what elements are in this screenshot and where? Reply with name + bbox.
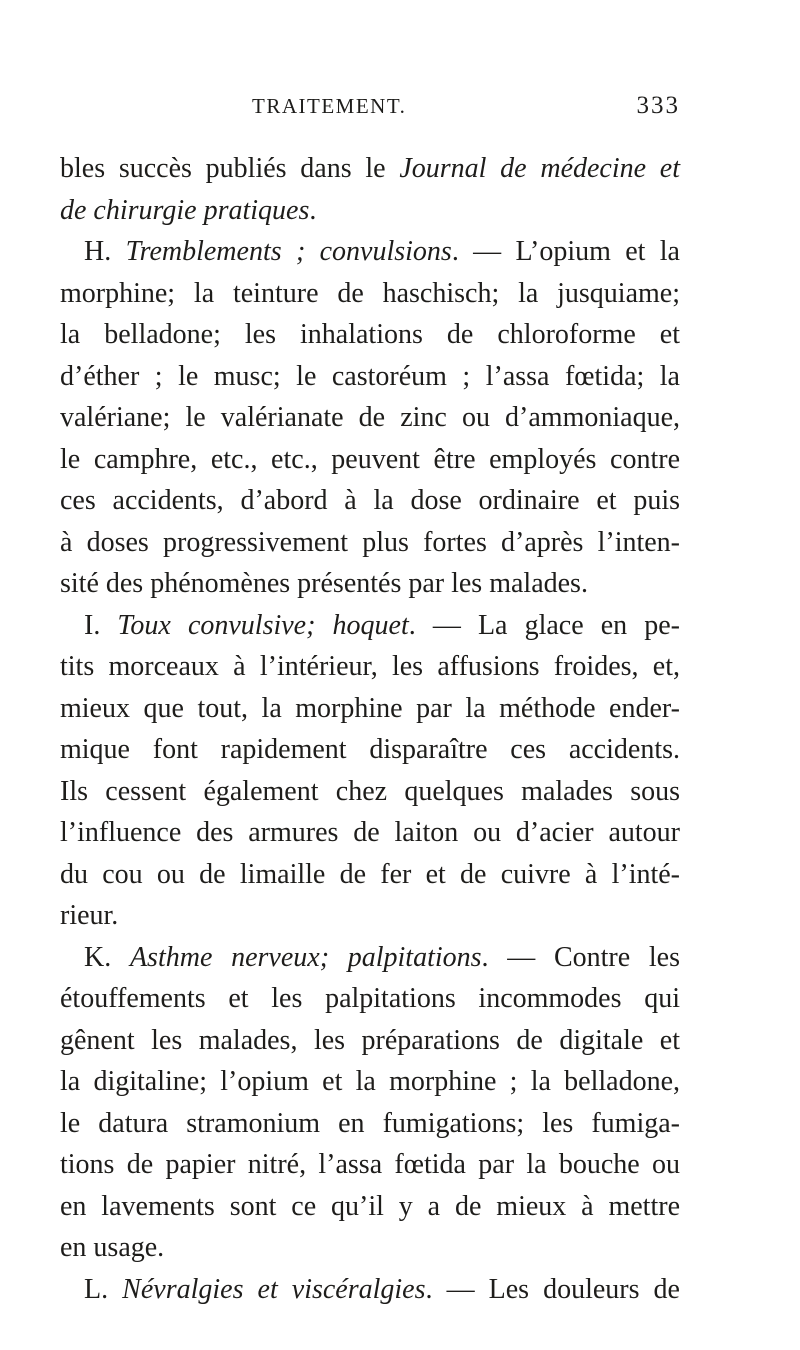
text-line: la digitaline; l’opium et la morphine ; la belladone, (60, 1066, 680, 1097)
text-line: sité des phénomènes présentés par les malades. (60, 568, 588, 599)
text-line: mique font rapidement disparaître ces accidents. (60, 734, 680, 765)
text-line: étouffements et les palpitations incommodes qui (60, 983, 680, 1014)
text-line: gênent les malades, les préparations de digitale et (60, 1024, 680, 1056)
text-line: Ils cessent également chez quelques malades sous (60, 775, 680, 807)
running-head: TRAITEMENT. (252, 94, 407, 118)
text-line: l’influence des armures de laiton ou d’acier autour (60, 817, 680, 848)
text-line: en usage. (60, 1232, 165, 1263)
text-line: ces accidents, d’abord à la dose ordinaire et puis (60, 485, 680, 516)
text-line: le camphre, etc., etc., peuvent être employés contre (60, 443, 680, 475)
section-k-heading: K. Asthme nerveux; palpitations. — Contre les (84, 941, 680, 973)
text-line: tits morceaux à l’intérieur, les affusions froides, et, (60, 651, 680, 682)
page-number: 333 (636, 92, 680, 119)
text-line: d’éther ; le musc; le castoréum ; l’assa fœtida; la (60, 360, 680, 392)
text-line: à doses progressivement plus fortes d’après l’inten- (60, 526, 680, 558)
page-header (222, 94, 680, 124)
body-text (60, 148, 680, 1310)
text-line: tions de papier nitré, l’assa fœtida par la bouche ou (60, 1149, 680, 1180)
text-line: bles succès publiés dans le Journal de médecine et (60, 153, 681, 184)
section-h-heading: H. Tremblements ; convulsions. — L’opium et la (84, 236, 680, 267)
section-l-heading: L. Névralgies et viscéralgies. — Les douleurs de (84, 1273, 680, 1305)
text-line: valériane; le valérianate de zinc ou d’ammoniaque, (60, 402, 680, 433)
section-i-heading: I. Toux convulsive; hoquet. — La glace en pe- (84, 609, 680, 641)
text-line: de chirurgie pratiques. (60, 194, 317, 226)
text-line: mieux que tout, la morphine par la méthode ender- (60, 692, 680, 724)
text-line: rieur. (60, 900, 119, 931)
text-line: morphine; la teinture de haschisch; la jusquiame; (60, 277, 680, 309)
text-line: du cou ou de limaille de fer et de cuivre à l’inté- (60, 858, 680, 890)
text-line: le datura stramonium en fumigations; les fumiga- (60, 1107, 680, 1139)
text-line: en lavements sont ce qu’il y a de mieux à mettre (60, 1190, 680, 1222)
text-line: la belladone; les inhalations de chloroforme et (60, 319, 680, 350)
